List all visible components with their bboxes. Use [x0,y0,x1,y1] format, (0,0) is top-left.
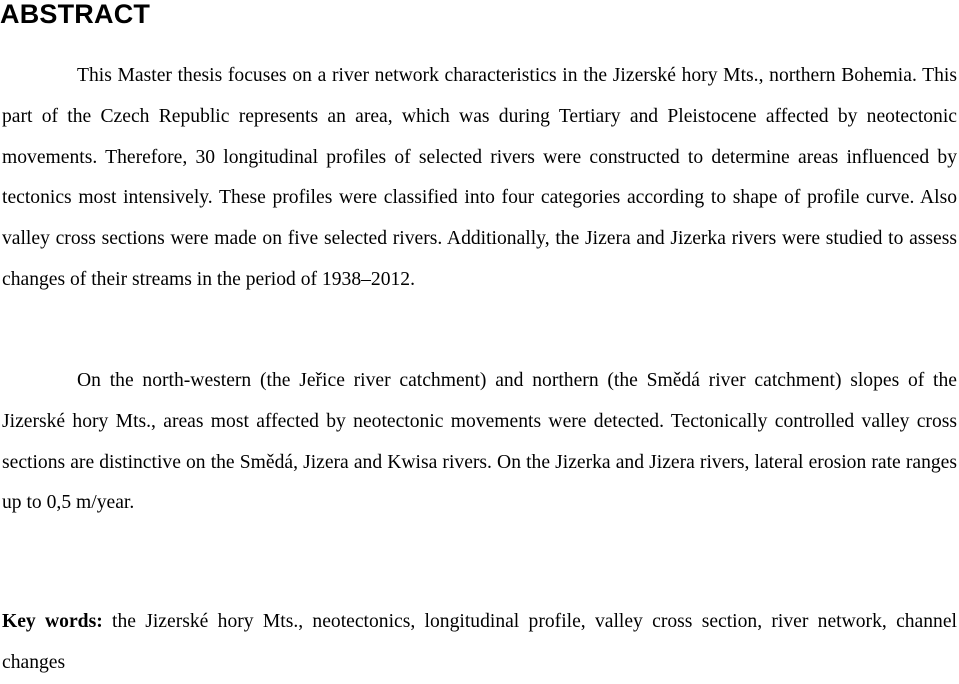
keywords-line [2,602,957,684]
keywords-label: Key words: [2,611,103,632]
abstract-paragraph-2: On the north-western (the Jeřice river catchment) and northern (the Smědá river catchment) slopes of the Jizerské hory Mts., areas most affected by neotectonic movements were detected. Tectonically controlled valley cross sections are distinctive on the Smědá, Jizera and Kwisa rivers. On the Jizerka and Jizera rivers, lateral erosion rate ranges up to 0,5 m/year. [2,370,957,514]
abstract-paragraph-1: This Master thesis focuses on a river network characteristics in the Jizerské hory Mts., northern Bohemia. This part of the Czech Republic represents an area, which was during Tertiary and Pleistocene affected by neotectonic movements. Therefore, 30 longitudinal profiles of selected rivers were constructed to determine areas influenced by tectonics most intensively. These profiles were classified into four categories according to shape of profile curve. Also valley cross sections were made on five selected rivers. Additionally, the Jizera and Jizerka rivers were studied to assess changes of their streams in the period of 1938–2012. [2,65,957,290]
keywords-text: the Jizerské hory Mts., neotectonics, longitudinal profile, valley cross section, river network, channel changes [2,611,957,673]
abstract-heading: ABSTRACT [0,0,151,29]
